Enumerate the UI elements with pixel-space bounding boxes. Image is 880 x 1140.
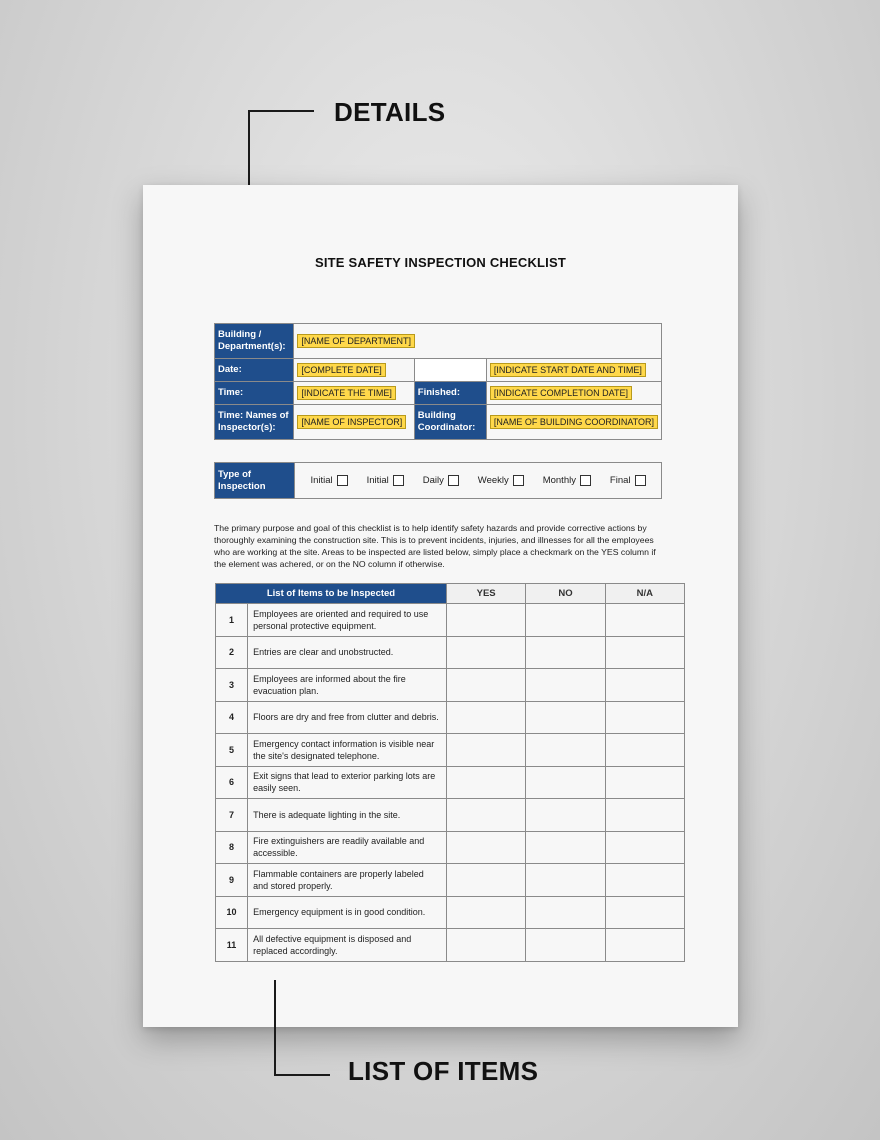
na-cell[interactable] xyxy=(605,701,684,734)
na-cell[interactable] xyxy=(605,636,684,669)
na-cell[interactable] xyxy=(605,864,684,897)
intro-paragraph: The primary purpose and goal of this checklist is to help identify safety hazards and provide corrective actions by thoroughly examining the construction site. This is to prevent incidents, injuries, and illnesses for all the employees who are working at the site. Areas to be inspected are listed below, simply place a checkmark on the YES column if the element was achered, or on the NO column if otherwise. xyxy=(214,523,656,569)
item-number: 2 xyxy=(216,636,248,669)
type-option-label: Weekly xyxy=(477,475,509,486)
na-cell[interactable] xyxy=(605,766,684,799)
table-row xyxy=(216,799,685,832)
checkbox-icon[interactable] xyxy=(337,475,348,486)
coordinator-label: Building Coordinator: xyxy=(414,405,486,440)
item-number: 10 xyxy=(216,896,248,929)
no-cell[interactable] xyxy=(526,604,605,637)
yes-cell[interactable] xyxy=(446,604,525,637)
start-cell xyxy=(486,359,661,382)
document-title: SITE SAFETY INSPECTION CHECKLIST xyxy=(314,255,567,270)
details-callout-label: DETAILS xyxy=(334,97,446,127)
item-number: 1 xyxy=(216,604,248,637)
no-cell[interactable] xyxy=(526,896,605,929)
no-cell[interactable] xyxy=(526,636,605,669)
finished-cell xyxy=(486,382,661,405)
yes-header: YES xyxy=(446,584,525,604)
table-row xyxy=(216,701,685,734)
na-cell[interactable] xyxy=(605,799,684,832)
finished-label: Finished: xyxy=(414,382,486,405)
inspection-type-options-cell xyxy=(295,463,662,499)
details-table xyxy=(214,323,662,440)
inspection-type-label: Type of Inspection xyxy=(215,463,295,499)
no-header: NO xyxy=(526,584,605,604)
type-option-label: Initial xyxy=(366,475,389,486)
document-page xyxy=(143,185,738,1027)
na-cell[interactable] xyxy=(605,831,684,864)
item-text: All defective equipment is disposed and replaced accordingly. xyxy=(248,929,447,962)
table-row xyxy=(216,864,685,897)
item-number: 7 xyxy=(216,799,248,832)
item-text: Floors are dry and free from clutter and debris. xyxy=(248,701,447,734)
no-cell[interactable] xyxy=(526,929,605,962)
building-field[interactable]: [NAME OF DEPARTMENT] xyxy=(297,334,415,348)
yes-cell[interactable] xyxy=(446,669,525,702)
item-text: Exit signs that lead to exterior parking lots are easily seen. xyxy=(248,766,447,799)
item-number: 3 xyxy=(216,669,248,702)
item-number: 9 xyxy=(216,864,248,897)
yes-cell[interactable] xyxy=(446,896,525,929)
type-option-label: Initial xyxy=(310,475,333,486)
table-row xyxy=(216,604,685,637)
item-number: 11 xyxy=(216,929,248,962)
coordinator-cell xyxy=(486,405,661,440)
yes-cell[interactable] xyxy=(446,701,525,734)
no-cell[interactable] xyxy=(526,864,605,897)
yes-cell[interactable] xyxy=(446,929,525,962)
type-option-initial-1[interactable] xyxy=(310,475,347,486)
item-text: Employees are oriented and required to use personal protective equipment. xyxy=(248,604,447,637)
type-option-label: Monthly xyxy=(542,475,576,486)
time-field[interactable]: [INDICATE THE TIME] xyxy=(297,386,396,400)
item-text: Employees are informed about the fire evacuation plan. xyxy=(248,669,447,702)
no-cell[interactable] xyxy=(526,701,605,734)
details-callout-horizontal-line xyxy=(248,110,314,112)
table-row xyxy=(216,929,685,962)
na-cell[interactable] xyxy=(605,896,684,929)
table-row xyxy=(216,669,685,702)
yes-cell[interactable] xyxy=(446,636,525,669)
inspection-type-table xyxy=(214,462,662,499)
items-table xyxy=(215,583,685,962)
na-cell[interactable] xyxy=(605,929,684,962)
checkbox-icon[interactable] xyxy=(513,475,524,486)
checkbox-icon[interactable] xyxy=(580,475,591,486)
inspector-label: Time: Names of Inspector(s): xyxy=(215,405,294,440)
time-cell xyxy=(294,382,414,405)
item-number: 8 xyxy=(216,831,248,864)
no-cell[interactable] xyxy=(526,669,605,702)
inspector-cell xyxy=(294,405,414,440)
item-number: 5 xyxy=(216,734,248,767)
coordinator-field[interactable]: [NAME OF BUILDING COORDINATOR] xyxy=(490,415,658,429)
item-text: Emergency equipment is in good condition. xyxy=(248,896,447,929)
inspector-field[interactable]: [NAME OF INSPECTOR] xyxy=(297,415,406,429)
item-text: Fire extinguishers are readily available and accessible. xyxy=(248,831,447,864)
building-label: Building / Department(s): xyxy=(215,324,294,359)
item-number: 4 xyxy=(216,701,248,734)
date-cell xyxy=(294,359,414,382)
item-text: There is adequate lighting in the site. xyxy=(248,799,447,832)
item-text: Flammable containers are properly labeled and stored properly. xyxy=(248,864,447,897)
date-label: Date: xyxy=(215,359,294,382)
items-body xyxy=(216,604,685,962)
table-row xyxy=(216,636,685,669)
no-cell[interactable] xyxy=(526,799,605,832)
type-option-daily[interactable] xyxy=(423,475,459,486)
no-cell[interactable] xyxy=(526,766,605,799)
start-label: Start: xyxy=(414,359,486,382)
list-callout-horizontal-line xyxy=(274,1074,330,1076)
na-cell[interactable] xyxy=(605,669,684,702)
type-option-initial-2[interactable] xyxy=(367,475,404,486)
type-option-weekly[interactable] xyxy=(478,475,524,486)
list-callout-label: LIST OF ITEMS xyxy=(348,1056,539,1086)
yes-cell[interactable] xyxy=(446,831,525,864)
checkbox-icon[interactable] xyxy=(448,475,459,486)
date-field[interactable]: [COMPLETE DATE] xyxy=(297,363,385,377)
na-header: N/A xyxy=(605,584,684,604)
yes-cell[interactable] xyxy=(446,734,525,767)
no-cell[interactable] xyxy=(526,734,605,767)
checkbox-icon[interactable] xyxy=(635,475,646,486)
item-number: 6 xyxy=(216,766,248,799)
yes-cell[interactable] xyxy=(446,864,525,897)
list-callout-vertical-line xyxy=(274,980,276,1076)
table-row xyxy=(216,896,685,929)
finished-field[interactable]: [INDICATE COMPLETION DATE] xyxy=(490,386,632,400)
inspection-type-options xyxy=(295,475,661,486)
time-label: Time: xyxy=(215,382,294,405)
table-row xyxy=(216,831,685,864)
item-text: Emergency contact information is visible near the site's designated telephone. xyxy=(248,734,447,767)
type-option-final[interactable] xyxy=(610,475,646,486)
yes-cell[interactable] xyxy=(446,766,525,799)
yes-cell[interactable] xyxy=(446,799,525,832)
building-cell xyxy=(294,324,662,359)
na-cell[interactable] xyxy=(605,734,684,767)
na-cell[interactable] xyxy=(605,604,684,637)
items-header: List of Items to be Inspected xyxy=(216,584,447,604)
table-row xyxy=(216,734,685,767)
table-row xyxy=(216,766,685,799)
start-field[interactable]: [INDICATE START DATE AND TIME] xyxy=(490,363,646,377)
type-option-label: Final xyxy=(609,475,631,486)
type-option-monthly[interactable] xyxy=(543,475,591,486)
item-text: Entries are clear and unobstructed. xyxy=(248,636,447,669)
type-option-label: Daily xyxy=(422,475,444,486)
checkbox-icon[interactable] xyxy=(393,475,404,486)
no-cell[interactable] xyxy=(526,831,605,864)
